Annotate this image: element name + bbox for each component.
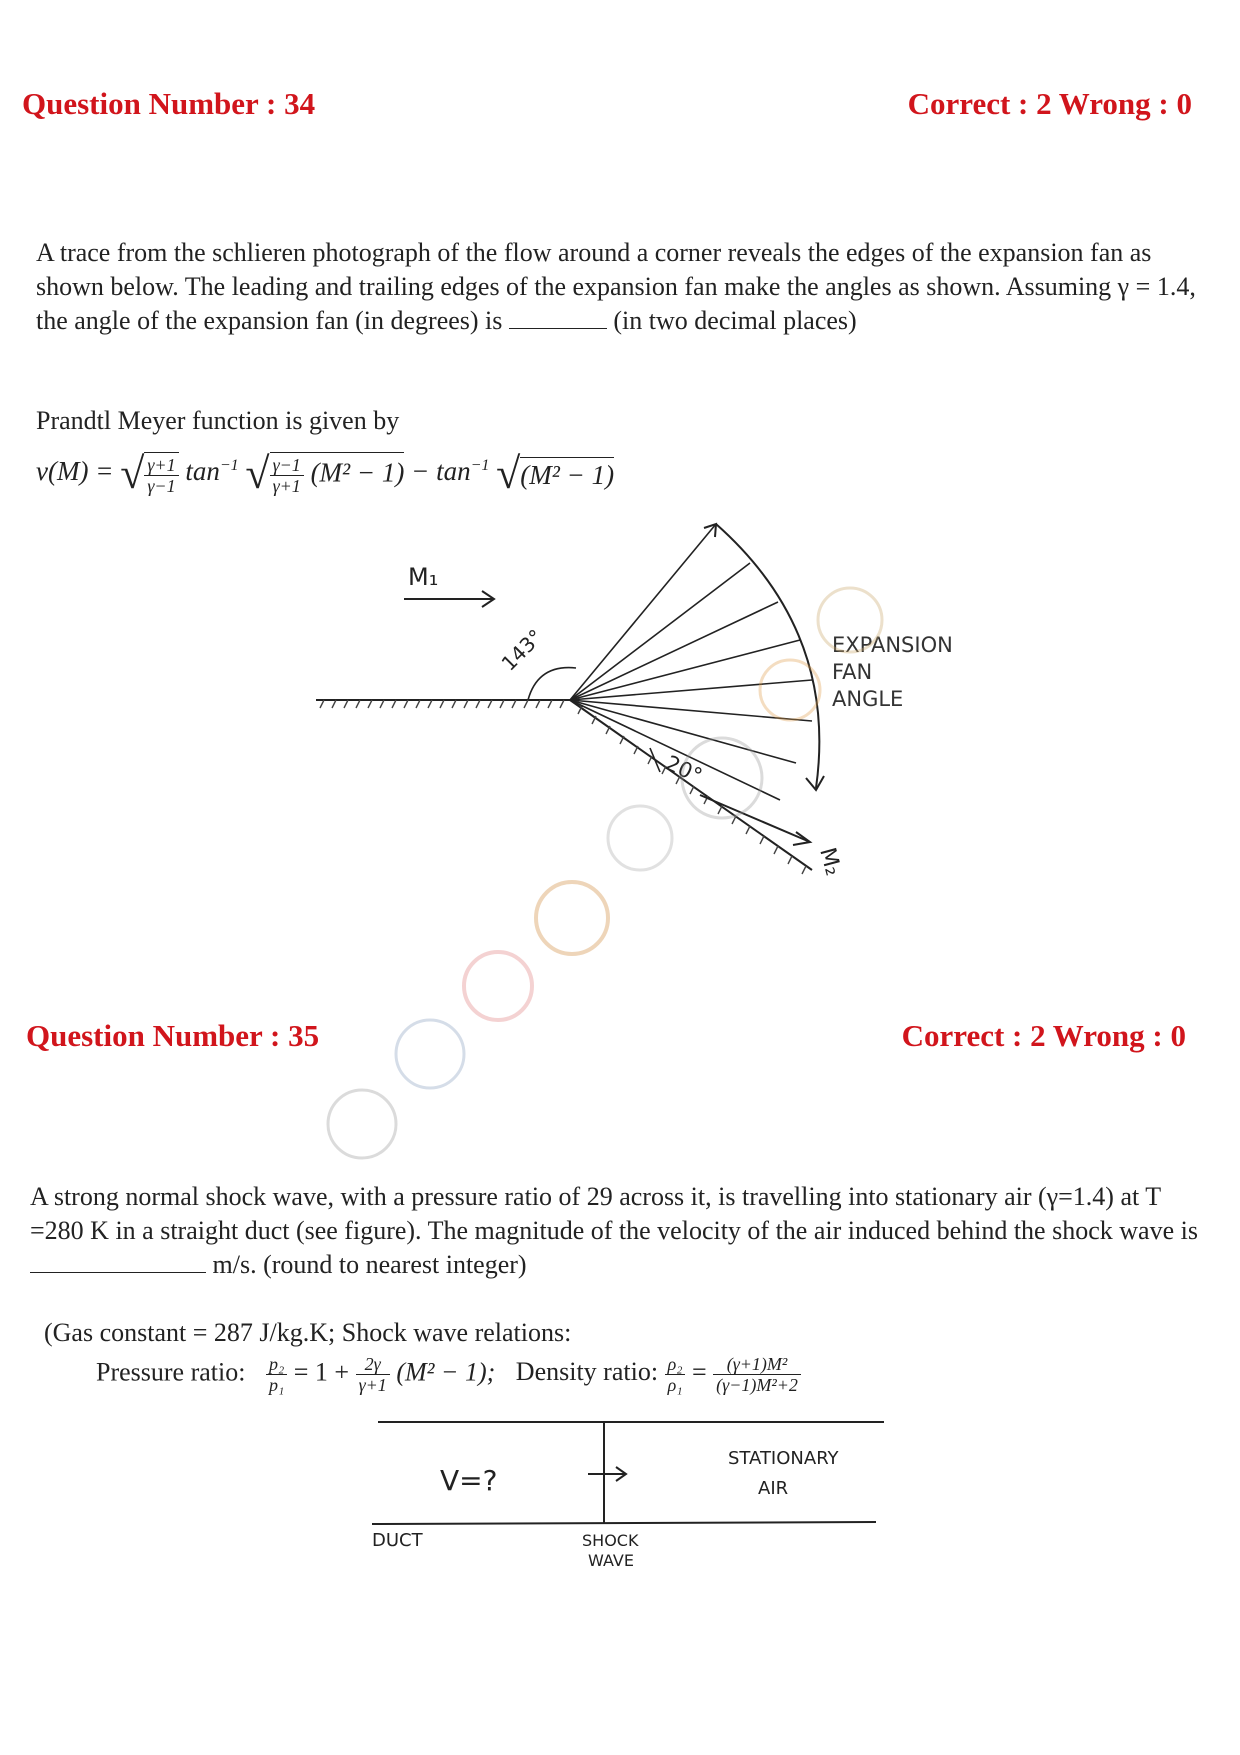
question-35-title: Question Number : 35 <box>26 1018 320 1053</box>
stationary-label-2: AIR <box>758 1478 789 1499</box>
question-35-text-b: m/s. (round to nearest integer) <box>212 1250 527 1279</box>
pr-frac-num: 2γ <box>356 1354 390 1375</box>
duct-label: DUCT <box>372 1530 423 1551</box>
dr-num: (γ+1)M² <box>713 1354 801 1375</box>
rho2-label: ρ₂ <box>665 1354 686 1375</box>
m2-label: M₂ <box>814 845 846 879</box>
stationary-label-1: STATIONARY <box>728 1448 839 1469</box>
pressure-rhs-b: (M² − 1); <box>396 1357 496 1387</box>
sqrt-symbol-1: √ <box>120 449 145 498</box>
duct-bottom-wall <box>372 1522 876 1524</box>
atan-1: tan <box>185 456 220 487</box>
gas-constant-note: (Gas constant = 287 J/kg.K; Shock wave relations: <box>44 1318 572 1347</box>
fan-label-1: EXPANSION <box>832 633 953 657</box>
atan-2-inv: −1 <box>470 457 490 475</box>
p2-label: p₂ <box>266 1354 287 1375</box>
formula-minus-atan: − tan <box>411 456 471 487</box>
angle-143-label: 143° <box>496 624 548 676</box>
question-34-text-a: A trace from the schlieren photograph of the flow around a corner reveals the edges of the expansion fan as shown below. The leading and trailing edges of the expansion fan make the angles as shown. Assuming γ = 1.4, the angle of the expansion fan (in degrees) is <box>36 238 1196 335</box>
question-35-text-a: A strong normal shock wave, with a pressure ratio of 29 across it, is travelling into stationary air (γ=1.4) at T =280 K in a straight duct (see figure). The magnitude of the velocity of the air induced behind the shock wave is <box>30 1182 1198 1245</box>
pr-frac-den: γ+1 <box>358 1375 387 1395</box>
angle-20-label: 20° <box>661 750 706 789</box>
sqrt-symbol-2: √ <box>245 449 270 498</box>
shock-label-2: WAVE <box>588 1551 634 1570</box>
formula-arg-1: (M² − 1) <box>310 457 405 488</box>
frac-1-num: γ+1 <box>144 455 178 476</box>
question-34-title: Question Number : 34 <box>22 86 316 121</box>
formula-arg-2: (M² − 1) <box>520 460 615 490</box>
fan-label-3: ANGLE <box>832 687 904 711</box>
rho1-label: ρ₁ <box>667 1375 683 1395</box>
v-label: V=? <box>440 1464 498 1497</box>
shock-label-1: SHOCK <box>582 1531 639 1550</box>
frac-2-den: γ+1 <box>272 476 301 496</box>
m1-label: M₁ <box>408 563 439 591</box>
density-ratio-label: Density ratio: <box>515 1357 659 1387</box>
pressure-rhs-a: = 1 + <box>293 1357 350 1387</box>
question-34-score: Correct : 2 Wrong : 0 <box>907 86 1192 121</box>
fan-label-2: FAN <box>832 660 873 684</box>
frac-2-num: γ−1 <box>270 455 304 476</box>
atan-1-inv: −1 <box>219 457 239 475</box>
formula-lhs: ν(M) = <box>36 456 114 487</box>
prandtl-intro: Prandtl Meyer function is given by <box>36 406 400 435</box>
question-34-text-b: (in two decimal places) <box>613 306 857 335</box>
pressure-ratio-label: Pressure ratio: <box>96 1357 246 1387</box>
sqrt-symbol-3: √ <box>496 449 521 498</box>
question-35-score: Correct : 2 Wrong : 0 <box>901 1018 1186 1053</box>
p1-label: p₁ <box>268 1375 285 1395</box>
frac-1-den: γ−1 <box>147 476 176 496</box>
dr-den: (γ−1)M²+2 <box>716 1375 798 1395</box>
density-eq: = <box>691 1357 707 1387</box>
